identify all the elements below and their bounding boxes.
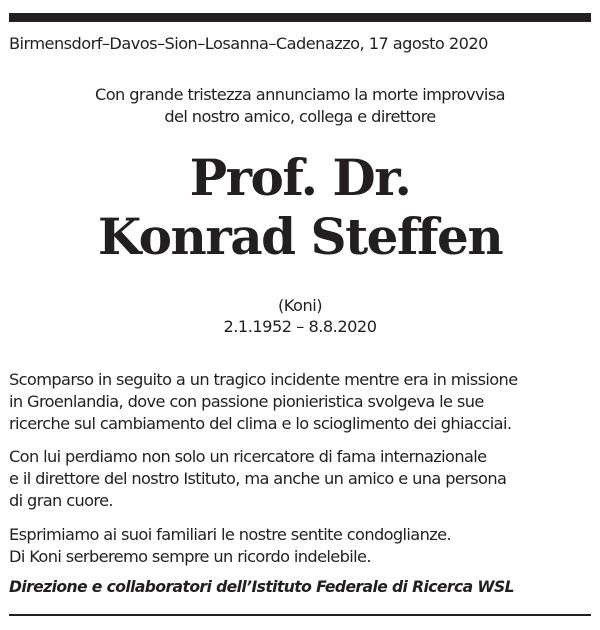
- dateline: Birmensdorf–Davos–Sion–Losanna–Cadenazzo, 17 agosto 2020: [9, 34, 488, 53]
- intro-line: Con grande tristezza annunciamo la morte improvvisa: [95, 85, 505, 104]
- name-full: Konrad Steffen: [97, 207, 503, 266]
- intro-line: del nostro amico, collega e direttore: [164, 107, 436, 126]
- signature: Direzione e collaboratori dell’Istituto Federale di Ricerca WSL: [9, 578, 514, 596]
- bottom-rule: [9, 614, 591, 616]
- top-rule: [9, 13, 591, 22]
- nickname: (Koni): [277, 296, 323, 315]
- paragraph-line: e il direttore del nostro Istituto, ma anche un amico e una persona: [9, 469, 507, 488]
- life-dates: 2.1.1952 – 8.8.2020: [223, 317, 377, 336]
- paragraph-line: in Groenlandia, dove con passione pionieristica svolgeva le sue: [9, 392, 484, 411]
- intro-text: [0, 84, 600, 128]
- paragraph-tribute: [9, 446, 593, 512]
- paragraph-line: ricerche sul cambiamento del clima e lo scioglimento dei ghiacciai.: [9, 414, 512, 433]
- paragraph-condolences: [9, 524, 593, 568]
- paragraph-line: Scomparso in seguito a un tragico incidente mentre era in missione: [9, 370, 518, 389]
- paragraph-circumstances: [9, 369, 593, 435]
- name-title: Prof. Dr.: [189, 148, 411, 207]
- paragraph-line: Di Koni serberemo sempre un ricordo indelebile.: [9, 547, 371, 566]
- paragraph-line: Esprimiamo ai suoi familiari le nostre sentite condoglianze.: [9, 525, 451, 544]
- paragraph-line: di gran cuore.: [9, 491, 113, 510]
- life-dates-block: [0, 295, 600, 337]
- paragraph-line: Con lui perdiamo non solo un ricercatore di fama internazionale: [9, 447, 487, 466]
- deceased-name: [0, 148, 600, 266]
